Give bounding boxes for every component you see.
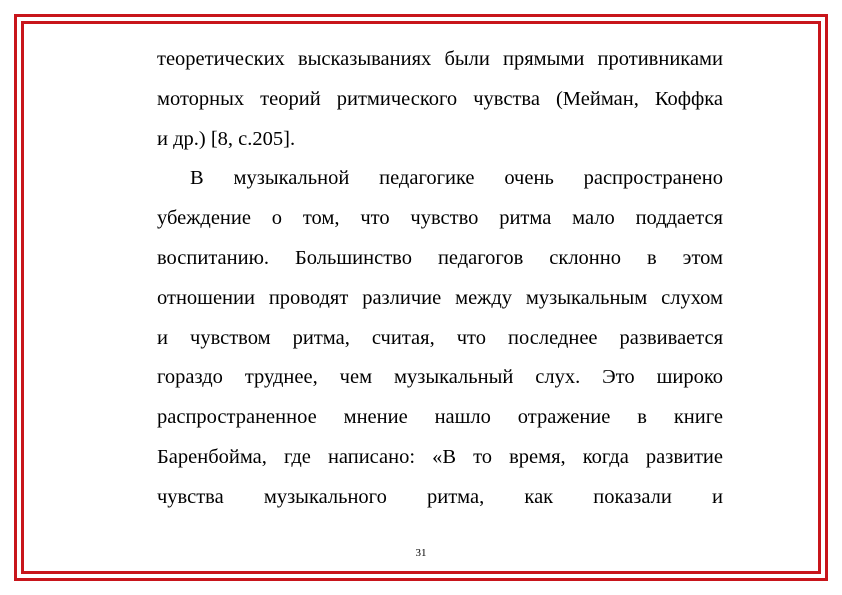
text-line: гораздо труднее, чем музыкальный слух. Это широко (157, 366, 723, 389)
body-text (157, 40, 723, 518)
paragraph-first-line: В музыкальной педагогике очень распространено (190, 167, 723, 190)
text-line: распространенное мнение нашло отражение в книге (157, 406, 723, 429)
text-line: и чувством ритма, считая, что последнее развивается (157, 326, 723, 349)
text-line: и др.) [8, с.205]. (157, 127, 296, 150)
text-line: теоретических высказываниях были прямыми противниками (157, 48, 723, 70)
text-line: моторных теорий ритмического чувства (Мейман, Коффка (157, 87, 723, 110)
text-line: Баренбойма, где написано: «В то время, когда развитие (157, 445, 723, 468)
text-line: воспитанию. Большинство педагогов склонно в этом (157, 246, 723, 269)
page-number: 31 (415, 547, 427, 559)
text-line: убеждение о том, что чувство ритма мало поддается (157, 207, 723, 230)
text-line: чувства музыкального ритма, как показали и (157, 485, 723, 508)
text-line: отношении проводят различие между музыкальным слухом (157, 286, 723, 309)
